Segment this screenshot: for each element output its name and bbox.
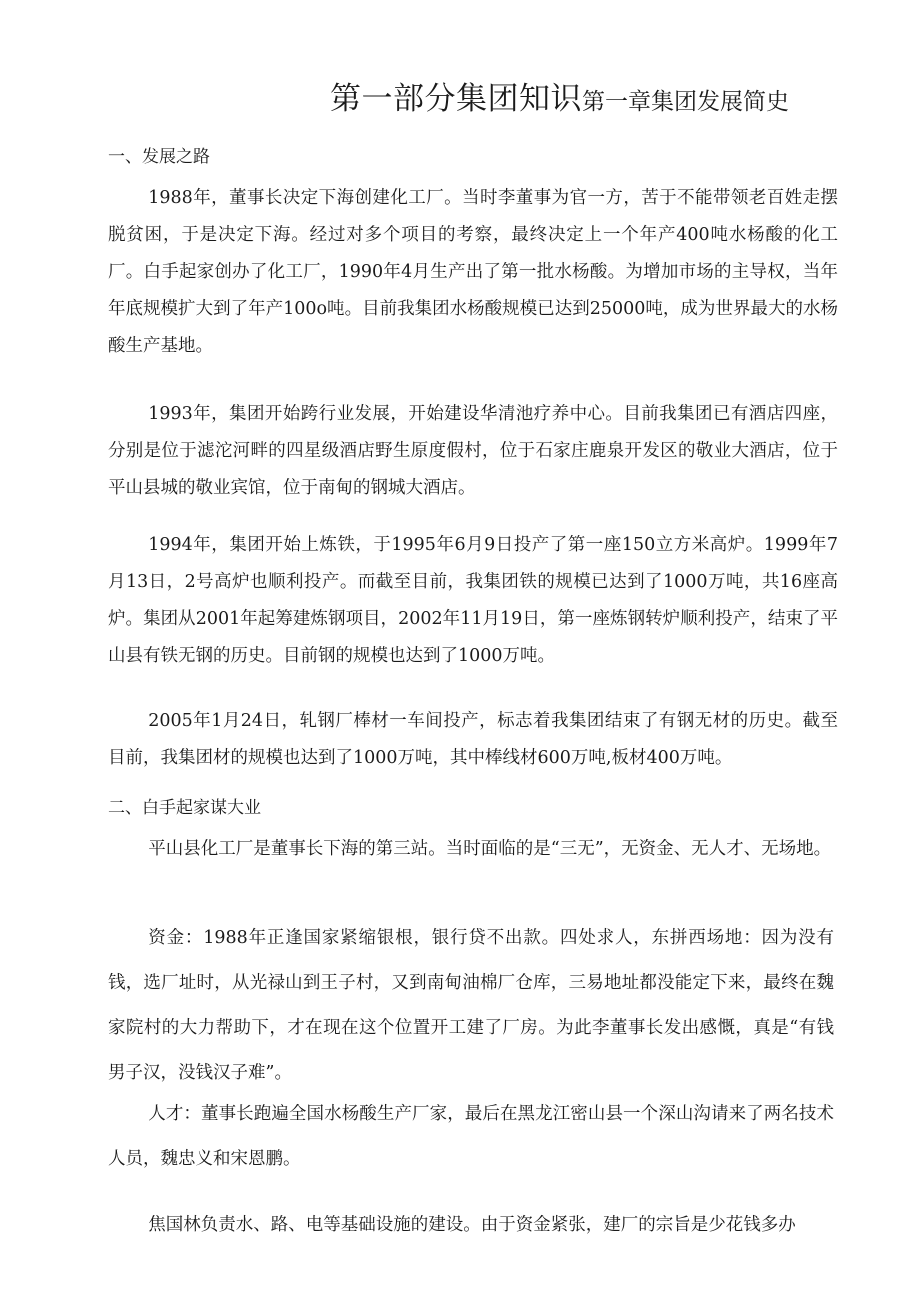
paragraph-1993: 1993年，集团开始跨行业发展，开始建设华清池疗养中心。目前我集团已有酒店四座，分别是位于滤沱河畔的四星级酒店野生原度假村，位于石家庄鹿泉开发区的敬业大酒店，位于平山县城的敬业宾馆，位于南甸的钢城大酒店。 (108, 404, 838, 498)
page-title (330, 81, 789, 117)
part-title: 第一部分集团知识 (330, 81, 582, 117)
paragraph-funding: 资金：1988年正逢国家紧缩银根，银行贷不出款。四处求人，东拼西场地：因为没有钱，选厂址时，从光禄山到王子村，又到南甸油棉厂仓库，三易地址都没能定下来，最终在魏家院村的大力帮助下，才在现在这个位置开工建了厂房。为此李董事长发出感慨，真是“有钱男子汉，没钱汉子难”。 (108, 928, 834, 1083)
paragraph-talent: 人才：董事长跑遍全国水杨酸生产厂家，最后在黑龙江密山县一个深山沟请来了两名技术人员，魏忠义和宋恩鹏。 (108, 1104, 834, 1169)
paragraph-1988: 1988年，董事长决定下海创建化工厂。当时李董事为官一方，苦于不能带领老百姓走摆脱贫困，于是决定下海。经过对多个项目的考察，最终决定上一个年产400吨水杨酸的化工厂。白手起家创办了化工厂，1990年4月生产出了第一批水杨酸。为增加市场的主导权，当年年底规模扩大到了年产100o吨。目前我集团水杨酸规模已达到25000吨，成为世界最大的水杨酸生产基地。 (108, 188, 838, 356)
paragraph-1994: 1994年，集团开始上炼铁，于1995年6月9日投产了第一座150立方米高炉。1999年7月13日，2号高炉也顺利投产。而截至目前，我集团铁的规模已达到了1000万吨，共16座高炉。集团从2001年起筹建炼钢项目，2002年11月19日，第一座炼钢转炉顺利投产，结束了平山县有铁无钢的历史。目前钢的规模也达到了1000万吨。 (108, 535, 838, 666)
chapter-title: 第一章集团发展简史 (582, 89, 789, 115)
paragraph-infrastructure: 焦国林负责水、路、电等基础设施的建设。由于资金紧张，建厂的宗旨是少花钱多办 (148, 1215, 796, 1235)
paragraph-2005: 2005年1月24日，轧钢厂棒材一车间投产，标志着我集团结束了有钢无材的历史。截至目前，我集团材的规模也达到了1000万吨，其中棒线材600万吨,板材400万吨。 (108, 711, 838, 768)
section-heading-development: 一、发展之路 (108, 147, 210, 167)
section-heading-startup: 二、白手起家谋大业 (108, 798, 261, 818)
paragraph-three-nothings: 平山县化工厂是董事长下海的第三站。当时面临的是“三无”，无资金、无人才、无场地。 (148, 839, 832, 859)
